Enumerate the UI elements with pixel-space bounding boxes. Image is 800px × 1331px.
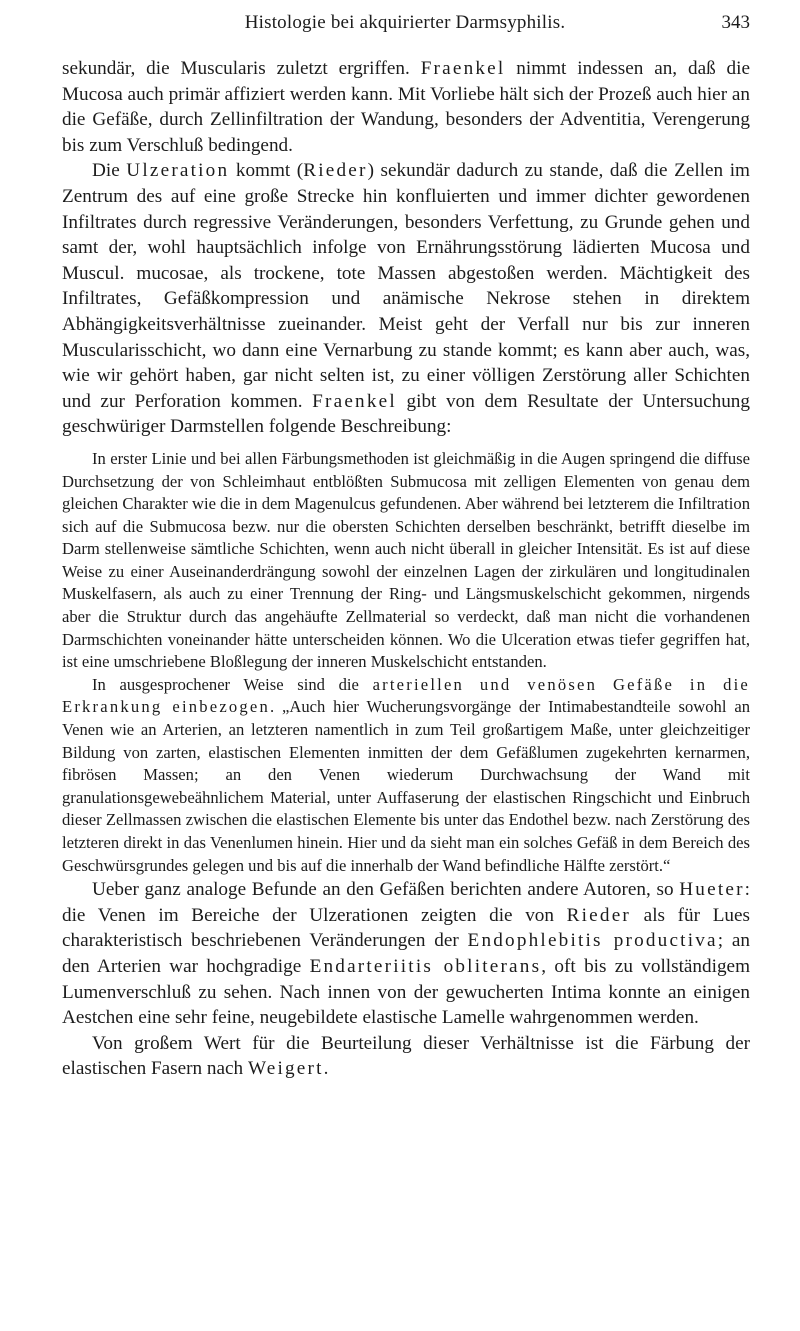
paragraph-1: sekundär, die Muscularis zuletzt ergriffen. Fraenkel nimmt indessen an, daß die Mucosa auch primär affiziert werden kann. Mit Vorliebe hält sich der Prozeß auch hier an die Gefäße, durch Zellinfiltration der Wandung, besonders der Adventitia, Verengerung bis zum Verschluß bedingend. (62, 58, 750, 156)
author-name: Hueter (679, 879, 745, 901)
quote-paragraph-1: In erster Linie und bei allen Färbungsmethoden ist gleichmäßig in die Augen springend die diffuse Durchsetzung der von Schleimhaut entblößten Submucosa mit zelligen Elementen von genau dem gleichen Charakter wie die in dem Magenulcus gefundenen. Aber während bei letzterem die Infiltration sich auf die Submucosa bezw. nur die obersten Schichten derselben beschränkt, betrifft dieselbe im Darm stellenweise sämtliche Schichten, wenn auch nicht überall in gleicher Intensität. Es ist auf diese Weise zu einer Auseinanderdrängung sowohl der einzelnen Lagen der zirkulären und longitudinalen Muskelfasern, als auch zu einer Trennung der Ring- und Längsmuskelschicht gekommen, nirgends aber die Struktur durch das angehäufte Zellmaterial so verdeckt, daß man nicht die vorhandenen Darmschichten voneinander hätte unterscheiden können. Wo die Ulceration etwas tiefer gegriffen hat, ist eine umschriebene Bloßlegung der inneren Muskelschicht entstanden. (62, 448, 750, 672)
author-name: Fraenkel (420, 58, 506, 79)
emphasized-term: Endophlebitis productiva (467, 930, 718, 952)
page-body (62, 56, 750, 1082)
paragraph-6: Von großem Wert für die Beurteilung dieser Verhältnisse ist die Färbung der elastischen Fasern nach Weigert. (62, 1032, 750, 1080)
author-name: Weigert (247, 1058, 324, 1080)
emphasized-term: Ulzeration (126, 160, 230, 182)
emphasized-term: Endarteriitis obliterans (309, 955, 542, 977)
quote-paragraph-2: In ausgesprochener Weise sind die arteriellen und venösen Gefäße in die Erkrankung einbezogen. „Auch hier Wucherungsvorgänge der Intimabestandteile sowohl an Venen wie an Arterien, an letzteren namentlich in zum Teil großartigem Maße, unter gleichzeitiger Bildung von zarten, elastischen Elementen inmitten der dem Gefäßlumen zugekehrten kernarmen, fibrösen Massen; an den Venen wiederum Durchwachsung der Wand mit granulationsgewebeähnlichem Material, unter Auffaserung der elastischen Ringschicht und Einbruch dieser Zellmassen zwischen die elastischen Elemente bis unter das Endothel bezw. nach Zerstörung des letzteren direkt in das Venenlumen hinein. Hier und da sieht man ein solches Gefäß in dem Bereich des Geschwürsgrundes gelegen und bis auf die innerhalb der Wand befindliche Hälfte zerstört.“ (62, 674, 750, 875)
paragraph-5: Ueber ganz analoge Befunde an den Gefäßen berichten andere Autoren, so Hueter: die Venen im Bereiche der Ulzerationen zeigten die von Rieder als für Lues charakteristisch beschriebenen Veränderungen der Endophlebitis productiva; an den Arterien war hochgradige Endarteriitis obliterans, oft bis zu vollständigem Lumenverschluß zu sehen. Nach innen von der gewucherten Intima konnte an einigen Aestchen eine sehr feine, neugebildete elastische Lamelle wahrgenommen werden. (62, 879, 750, 1029)
emphasized-term: arteriellen und venösen Gefäße in die Erkrankung einbezogen (62, 674, 750, 717)
quoted-description (62, 448, 750, 877)
page-number: 343 (721, 12, 750, 33)
running-title: Histologie bei akquirierter Darmsyphilis. (244, 12, 566, 33)
author-name: Rieder (303, 160, 368, 182)
author-name: Fraenkel (312, 390, 397, 412)
running-head (60, 12, 750, 42)
author-name: Rieder (566, 904, 632, 926)
paragraph-2: Die Ulzeration kommt (Rieder) sekundär dadurch zu stande, daß die Zellen im Zentrum des auf eine große Strecke hin konfluierten und immer dichter gewordenen Infiltrates durch regressive Veränderungen, besonders Verfettung, zu Grunde gehen und samt der, wohl hauptsächlich infolge von Ernährungsstörung lädierten Mucosa und Muscul. mucosae, als trockene, tote Massen abgestoßen werden. Mächtigkeit des Infiltrates, Gefäßkompression und anämische Nekrose stehen in direktem Abhängigkeitsverhältnisse zueinander. Meist geht der Verfall nur bis zur inneren Muscularisschicht, wo dann eine Vernarbung zu stande kommt; es kann aber auch, was, wie wir gehört haben, gar nicht selten ist, zu einer völligen Zerstörung aller Schichten und zur Perforation kommen. Fraenkel gibt von dem Resultate der Untersuchung geschwüriger Darmstellen folgende Beschreibung: (62, 160, 750, 438)
